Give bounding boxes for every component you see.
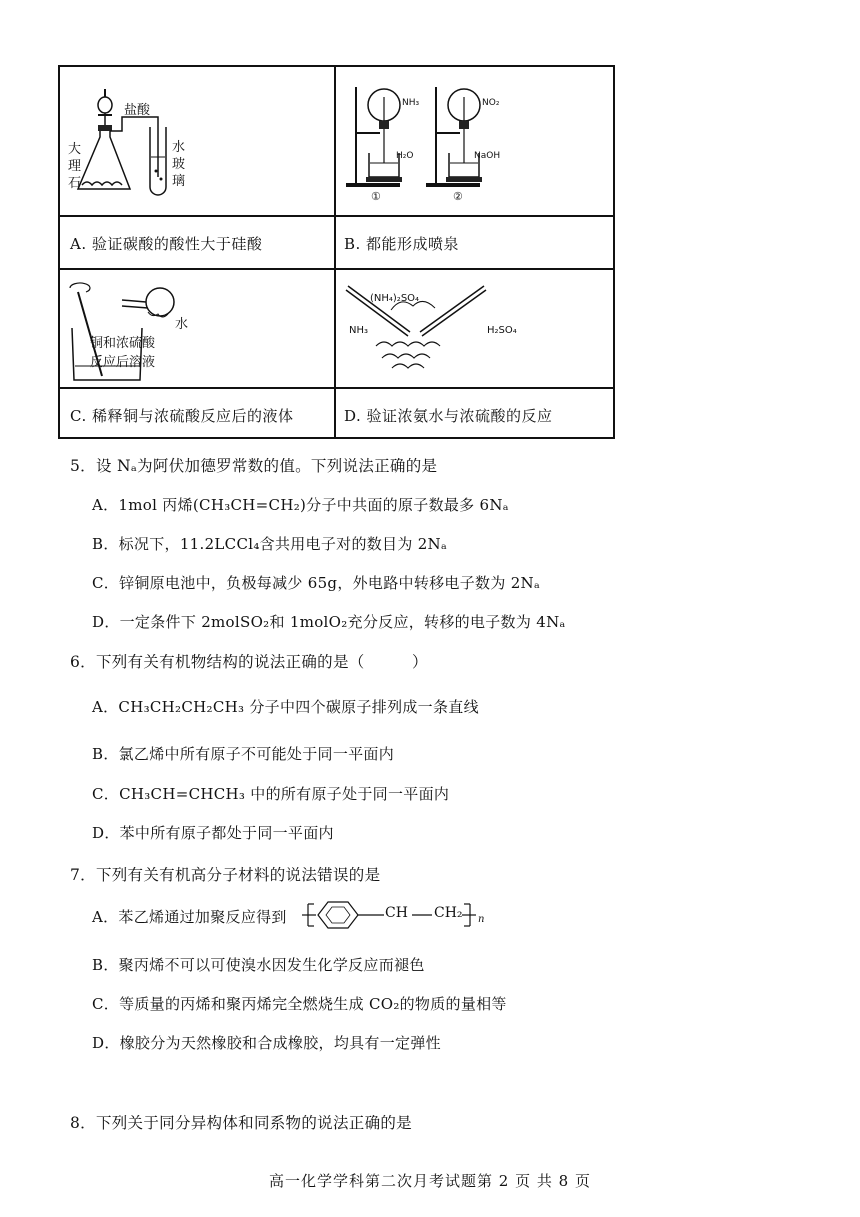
- caption-b: B. 都能形成喷泉: [344, 235, 460, 253]
- question-6-option-d: D．苯中所有原子都处于同一平面内: [92, 824, 334, 842]
- question-5-option-d: D．一定条件下 2molSO₂和 1molO₂充分反应，转移的电子数为 4Nₐ: [92, 613, 566, 631]
- question-7-stem: 7．下列有关有机高分子材料的说法错误的是: [70, 866, 381, 884]
- label-no2: NO₂: [482, 98, 500, 108]
- label-nh3-d: NH₃: [349, 325, 369, 336]
- formula-ch: CH: [385, 905, 408, 921]
- table-divider: [60, 387, 613, 389]
- caption-d: D. 验证浓氨水与浓硫酸的反应: [344, 407, 553, 425]
- label-water-glass: 水玻璃: [172, 140, 186, 189]
- question-7-option-b: B．聚丙烯不可以可使溴水因发生化学反应而褪色: [92, 956, 425, 974]
- label-naoh: NaOH: [474, 151, 501, 161]
- label-h2so4: H₂SO₄: [487, 325, 517, 336]
- question-5-option-b: B．标况下，11.2LCCl₄含共用电子对的数目为 2Nₐ: [92, 535, 448, 553]
- question-7-option-a: A．苯乙烯通过加聚反应得到: [92, 908, 287, 926]
- figure-a-apparatus: [60, 67, 334, 215]
- label-ammonium-sulfate: (NH₄)₂SO₄: [370, 293, 420, 304]
- question-5-option-c: C．锌铜原电池中，负极每减少 65g，外电路中转移电子数为 2Nₐ: [92, 574, 541, 592]
- question-6-option-b: B．氯乙烯中所有原子不可能处于同一平面内: [92, 745, 395, 763]
- formula-ch2: CH₂: [434, 905, 463, 921]
- label-nh3: NH₃: [402, 98, 420, 108]
- question-6-option-c: C．CH₃CH=CHCH₃ 中的所有原子处于同一平面内: [92, 785, 450, 803]
- label-setup-2: ②: [453, 190, 463, 203]
- question-6-option-a: A．CH₃CH₂CH₂CH₃ 分子中四个碳原子排列成一条直线: [92, 698, 479, 716]
- question-5-option-a: A．1mol 丙烯(CH₃CH=CH₂)分子中共面的原子数最多 6Nₐ: [92, 496, 509, 514]
- question-6-stem: 6．下列有关有机物结构的说法正确的是（ ）: [70, 653, 428, 671]
- label-cu-acid-1: 铜和浓硫酸: [90, 336, 156, 351]
- question-5-stem: 5．设 Nₐ为阿伏加德罗常数的值。下列说法正确的是: [70, 457, 438, 475]
- label-hcl: 盐酸: [124, 103, 151, 118]
- label-water: 水: [175, 317, 189, 332]
- label-marble: 大理石: [68, 142, 82, 191]
- question-8-stem: 8．下列关于同分异构体和同系物的说法正确的是: [70, 1114, 412, 1132]
- formula-n: n: [478, 914, 485, 925]
- question-7-option-d: D．橡胶分为天然橡胶和合成橡胶，均具有一定弹性: [92, 1034, 441, 1052]
- table-divider: [60, 215, 613, 217]
- page-footer: 高一化学学科第二次月考试题第 2 页 共 8 页: [269, 1172, 591, 1190]
- caption-a: A. 验证碳酸的酸性大于硅酸: [70, 235, 263, 253]
- label-cu-acid-2: 反应后溶液: [90, 355, 156, 370]
- figure-d-smoke: [336, 270, 614, 387]
- figure-table: [58, 65, 615, 439]
- caption-c: C. 稀释铜与浓硫酸反应后的液体: [70, 407, 294, 425]
- label-setup-1: ①: [371, 190, 381, 203]
- label-h2o: H₂O: [396, 151, 414, 161]
- question-7-option-c: C．等质量的丙烯和聚丙烯完全燃烧生成 CO₂的物质的量相等: [92, 995, 507, 1013]
